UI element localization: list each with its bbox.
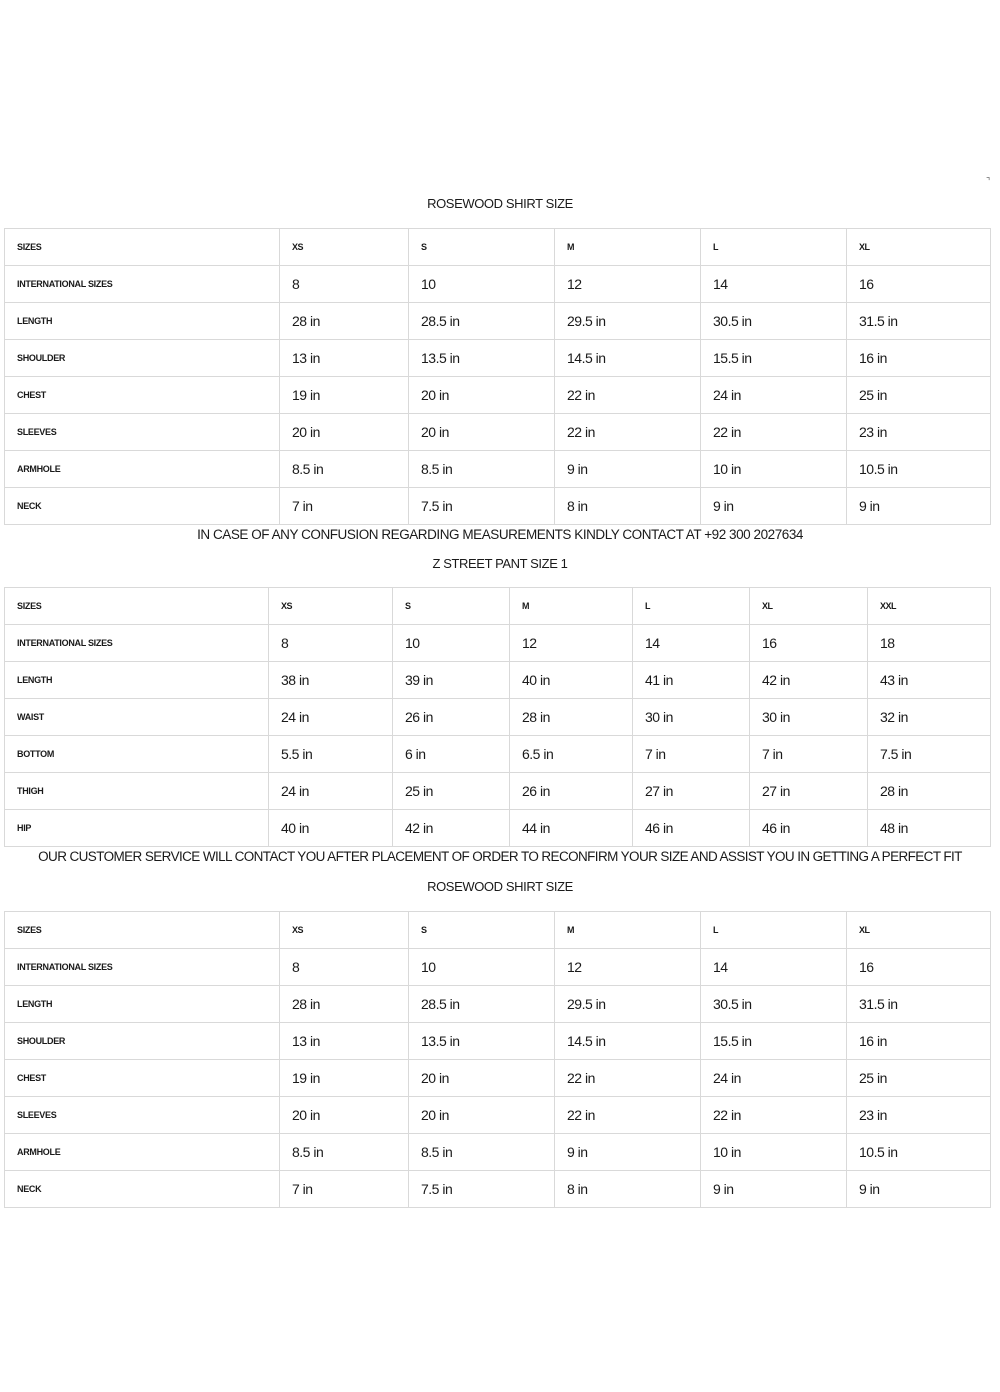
table-cell: 25 in: [847, 377, 991, 414]
table-cell: 16: [847, 266, 991, 303]
shirt-size-table-2: [4, 911, 991, 1208]
table-row: [5, 488, 991, 525]
table-cell: 42 in: [750, 662, 868, 699]
measurement-label: ARMHOLE: [5, 1134, 280, 1171]
table-cell: 28 in: [868, 773, 991, 810]
corner-mark: ⌝: [986, 176, 991, 186]
table-cell: 12: [555, 949, 701, 986]
table-cell: 8: [280, 949, 409, 986]
measurement-label: NECK: [5, 488, 280, 525]
table-cell: 14: [701, 266, 847, 303]
table-row: [5, 1060, 991, 1097]
table-header-row: [5, 229, 991, 266]
table-row: [5, 986, 991, 1023]
table-cell: 20 in: [409, 1097, 555, 1134]
table-cell: 8.5 in: [280, 1134, 409, 1171]
table-cell: 20 in: [409, 414, 555, 451]
table-cell: 10.5 in: [847, 451, 991, 488]
table-cell: 23 in: [847, 1097, 991, 1134]
table-cell: 20 in: [280, 414, 409, 451]
table-cell: 29.5 in: [555, 303, 701, 340]
measurement-label: SHOULDER: [5, 1023, 280, 1060]
table-row: [5, 303, 991, 340]
table-cell: 29.5 in: [555, 986, 701, 1023]
table-cell: 18: [868, 625, 991, 662]
table-cell: 22 in: [555, 1060, 701, 1097]
table-header-cell: S: [409, 912, 555, 949]
table-cell: 8 in: [555, 488, 701, 525]
table-cell: 31.5 in: [847, 986, 991, 1023]
table-cell: 20 in: [409, 377, 555, 414]
measurement-label: LENGTH: [5, 662, 269, 699]
measurement-label: THIGH: [5, 773, 269, 810]
measurement-label: WAIST: [5, 699, 269, 736]
table-cell: 23 in: [847, 414, 991, 451]
table-cell: 14.5 in: [555, 1023, 701, 1060]
table-cell: 7 in: [280, 1171, 409, 1208]
table-cell: 30.5 in: [701, 986, 847, 1023]
table-cell: 26 in: [510, 773, 633, 810]
table-row: [5, 266, 991, 303]
table-cell: 26 in: [393, 699, 510, 736]
table-cell: 15.5 in: [701, 1023, 847, 1060]
table-header-cell: L: [701, 912, 847, 949]
table-cell: 16: [750, 625, 868, 662]
table-row: [5, 810, 991, 847]
shirt-size-table-1: [4, 228, 991, 525]
table-cell: 40 in: [269, 810, 393, 847]
table-header-row: [5, 588, 991, 625]
table-cell: 24 in: [269, 773, 393, 810]
table-cell: 24 in: [701, 1060, 847, 1097]
table-cell: 10: [409, 266, 555, 303]
table-cell: 41 in: [633, 662, 750, 699]
measurement-contact-note: IN CASE OF ANY CONFUSION REGARDING MEASUREMENTS KINDLY CONTACT AT +92 300 2027634: [197, 527, 803, 542]
measurement-label: INTERNATIONAL SIZES: [5, 625, 269, 662]
table-cell: 16 in: [847, 1023, 991, 1060]
table-cell: 8: [269, 625, 393, 662]
table-cell: 7 in: [633, 736, 750, 773]
table-cell: 10: [393, 625, 510, 662]
table-header-cell: SIZES: [5, 912, 280, 949]
table-cell: 14: [701, 949, 847, 986]
table-cell: 20 in: [280, 1097, 409, 1134]
table-header-cell: S: [393, 588, 510, 625]
table-cell: 7 in: [280, 488, 409, 525]
measurement-label: SLEEVES: [5, 414, 280, 451]
table-cell: 24 in: [269, 699, 393, 736]
table-header-cell: XS: [280, 229, 409, 266]
table-header-cell: S: [409, 229, 555, 266]
table-cell: 8.5 in: [280, 451, 409, 488]
table-cell: 5.5 in: [269, 736, 393, 773]
table-cell: 20 in: [409, 1060, 555, 1097]
measurement-label: BOTTOM: [5, 736, 269, 773]
table-cell: 9 in: [701, 488, 847, 525]
table-cell: 13 in: [280, 340, 409, 377]
table-cell: 6.5 in: [510, 736, 633, 773]
table-header-cell: XXL: [868, 588, 991, 625]
table-cell: 46 in: [633, 810, 750, 847]
table-cell: 28.5 in: [409, 303, 555, 340]
measurement-label: ARMHOLE: [5, 451, 280, 488]
table-cell: 22 in: [555, 377, 701, 414]
table-header-cell: L: [633, 588, 750, 625]
table-cell: 30 in: [633, 699, 750, 736]
measurement-label: HIP: [5, 810, 269, 847]
table-cell: 13.5 in: [409, 340, 555, 377]
table-header-cell: XL: [750, 588, 868, 625]
customer-service-note: OUR CUSTOMER SERVICE WILL CONTACT YOU AFTER PLACEMENT OF ORDER TO RECONFIRM YOUR SIZE AND ASSIST YOU IN GETTING A PERFECT FIT: [38, 849, 962, 864]
table-cell: 42 in: [393, 810, 510, 847]
table-cell: 13.5 in: [409, 1023, 555, 1060]
table-row: [5, 1097, 991, 1134]
table-header-row: [5, 912, 991, 949]
table-cell: 7.5 in: [868, 736, 991, 773]
table-cell: 24 in: [701, 377, 847, 414]
shirt-size-title-2: ROSEWOOD SHIRT SIZE: [427, 879, 573, 894]
table-cell: 46 in: [750, 810, 868, 847]
table-cell: 9 in: [555, 451, 701, 488]
table-cell: 25 in: [847, 1060, 991, 1097]
table-cell: 9 in: [555, 1134, 701, 1171]
pant-size-title: Z STREET PANT SIZE 1: [432, 556, 568, 571]
table-header-cell: SIZES: [5, 229, 280, 266]
measurement-label: SLEEVES: [5, 1097, 280, 1134]
table-cell: 9 in: [847, 1171, 991, 1208]
table-cell: 40 in: [510, 662, 633, 699]
table-cell: 38 in: [269, 662, 393, 699]
table-header-cell: L: [701, 229, 847, 266]
table-cell: 48 in: [868, 810, 991, 847]
table-header-cell: XL: [847, 912, 991, 949]
table-cell: 14: [633, 625, 750, 662]
table-cell: 19 in: [280, 1060, 409, 1097]
table-header-cell: SIZES: [5, 588, 269, 625]
table-cell: 43 in: [868, 662, 991, 699]
table-cell: 44 in: [510, 810, 633, 847]
table-cell: 10: [409, 949, 555, 986]
table-cell: 7 in: [750, 736, 868, 773]
table-row: [5, 662, 991, 699]
table-cell: 25 in: [393, 773, 510, 810]
table-cell: 9 in: [701, 1171, 847, 1208]
table-cell: 8.5 in: [409, 451, 555, 488]
table-cell: 7.5 in: [409, 1171, 555, 1208]
table-cell: 13 in: [280, 1023, 409, 1060]
table-cell: 19 in: [280, 377, 409, 414]
table-row: [5, 340, 991, 377]
measurement-label: INTERNATIONAL SIZES: [5, 949, 280, 986]
table-cell: 7.5 in: [409, 488, 555, 525]
table-row: [5, 1134, 991, 1171]
table-cell: 28.5 in: [409, 986, 555, 1023]
table-cell: 16 in: [847, 340, 991, 377]
measurement-label: LENGTH: [5, 303, 280, 340]
table-header-cell: M: [510, 588, 633, 625]
table-row: [5, 451, 991, 488]
table-cell: 30 in: [750, 699, 868, 736]
table-row: [5, 1171, 991, 1208]
measurement-label: LENGTH: [5, 986, 280, 1023]
table-cell: 31.5 in: [847, 303, 991, 340]
table-row: [5, 1023, 991, 1060]
table-row: [5, 736, 991, 773]
table-row: [5, 949, 991, 986]
measurement-label: SHOULDER: [5, 340, 280, 377]
table-header-cell: M: [555, 229, 701, 266]
table-cell: 28 in: [510, 699, 633, 736]
table-cell: 22 in: [701, 1097, 847, 1134]
table-cell: 8: [280, 266, 409, 303]
table-cell: 22 in: [701, 414, 847, 451]
table-cell: 9 in: [847, 488, 991, 525]
measurement-label: INTERNATIONAL SIZES: [5, 266, 280, 303]
table-cell: 39 in: [393, 662, 510, 699]
table-cell: 10.5 in: [847, 1134, 991, 1171]
table-cell: 28 in: [280, 303, 409, 340]
table-cell: 28 in: [280, 986, 409, 1023]
table-cell: 8 in: [555, 1171, 701, 1208]
table-cell: 12: [555, 266, 701, 303]
table-cell: 12: [510, 625, 633, 662]
table-cell: 16: [847, 949, 991, 986]
measurement-label: CHEST: [5, 1060, 280, 1097]
measurement-label: CHEST: [5, 377, 280, 414]
table-cell: 10 in: [701, 1134, 847, 1171]
table-row: [5, 773, 991, 810]
table-header-cell: XL: [847, 229, 991, 266]
table-cell: 27 in: [750, 773, 868, 810]
table-header-cell: XS: [280, 912, 409, 949]
table-cell: 22 in: [555, 1097, 701, 1134]
table-row: [5, 414, 991, 451]
pant-size-table: [4, 587, 991, 847]
table-row: [5, 625, 991, 662]
table-cell: 8.5 in: [409, 1134, 555, 1171]
table-header-cell: M: [555, 912, 701, 949]
measurement-label: NECK: [5, 1171, 280, 1208]
table-cell: 30.5 in: [701, 303, 847, 340]
table-cell: 27 in: [633, 773, 750, 810]
table-cell: 6 in: [393, 736, 510, 773]
table-row: [5, 377, 991, 414]
table-cell: 14.5 in: [555, 340, 701, 377]
table-cell: 22 in: [555, 414, 701, 451]
shirt-size-title-1: ROSEWOOD SHIRT SIZE: [427, 196, 573, 211]
table-row: [5, 699, 991, 736]
table-cell: 32 in: [868, 699, 991, 736]
table-cell: 10 in: [701, 451, 847, 488]
table-header-cell: XS: [269, 588, 393, 625]
table-cell: 15.5 in: [701, 340, 847, 377]
